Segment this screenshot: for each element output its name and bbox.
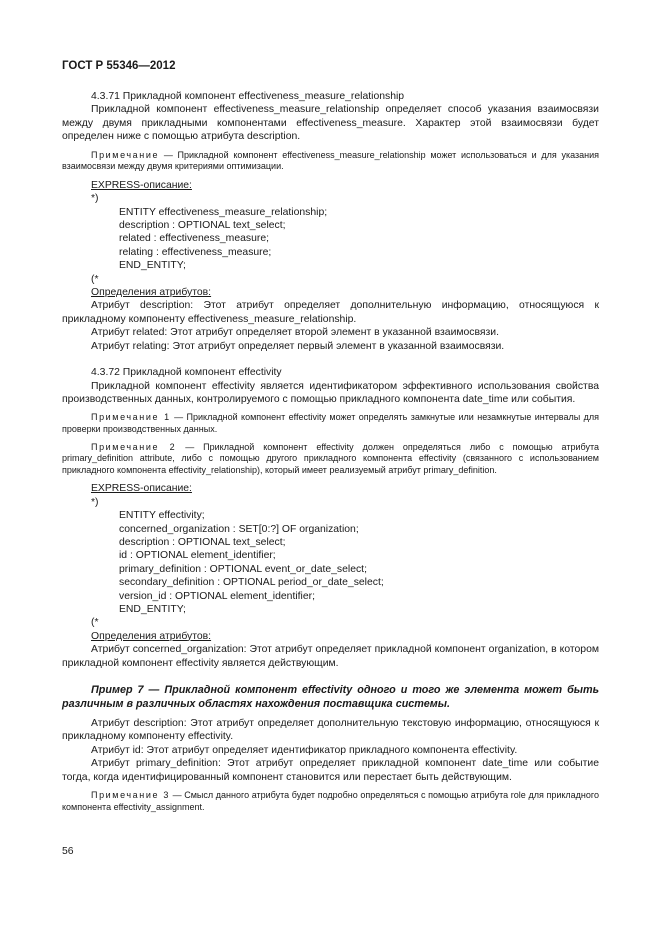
attributes-label: Определения атрибутов: <box>91 630 212 642</box>
attribute-definition: Атрибут primary_definition: Этот атрибут определяет прикладной компонент date_time или событие тогда, когда идентифицированный компонент становится или перестает быть действующим. <box>62 758 599 783</box>
attribute-definition: Атрибут description: Этот атрибут определяет дополнительную информацию, относящуюся к прикладному компоненту effectiveness_measure_relationship. <box>62 300 599 325</box>
example-7: Пример 7 — Прикладной компонент effectivity одного и того же элемента может быть различным в различных областях нахождения поставщика системы. <box>62 683 599 710</box>
code-line: description : OPTIONAL text_select; <box>119 220 286 232</box>
attribute-definition: Атрибут related: Этот атрибут определяет второй элемент в указанной взаимосвязи. <box>91 327 499 339</box>
express-open: *) <box>91 496 99 508</box>
code-line: version_id : OPTIONAL element_identifier; <box>119 590 315 602</box>
section-body-4-3-72: Прикладной компонент effectivity является идентификатором эффективного использования свойства производственных данных, контролируемого с помощью прикладного компонента date_time или события. <box>62 380 599 405</box>
section-heading-4-3-71: 4.3.71 Прикладной компонент effectiveness_measure_relationship <box>91 91 405 102</box>
code-line: ENTITY effectivity; <box>119 510 205 522</box>
section-heading-4-3-72: 4.3.72 Прикладной компонент effectivity <box>91 367 282 379</box>
code-line: description : OPTIONAL text_select; <box>119 536 286 548</box>
note-2 <box>62 442 599 477</box>
code-line: END_ENTITY; <box>119 603 186 615</box>
express-close: (* <box>91 273 99 285</box>
note-text: — Смысл данного атрибута будет подробно определяться с помощью атрибута role для прикладного компонента effectivity_assignment. <box>62 790 599 812</box>
attribute-definition: Атрибут concerned_organization: Этот атрибут определяет прикладной компонент organization, в котором прикладной компонент effectivity является действующим. <box>62 644 599 669</box>
note-text: — Прикладной компонент effectiveness_measure_relationship может использоваться и для указания взаимосвязи между двумя критериями оптимизации. <box>62 149 599 172</box>
code-line: related : effectiveness_measure; <box>119 233 269 245</box>
note-3 <box>62 790 599 813</box>
note-text: — Прикладной компонент effectivity может определять замкнутые или незамкнутые интервалы для проверки производственных данных. <box>62 412 599 434</box>
express-open: *) <box>91 193 99 205</box>
code-line: id : OPTIONAL element_identifier; <box>119 550 276 562</box>
note-label: Примечание 2 <box>91 441 177 452</box>
code-line: primary_definition : OPTIONAL event_or_date_select; <box>119 563 367 575</box>
express-label: EXPRESS-описание: <box>91 483 192 495</box>
note-4-3-71 <box>62 150 599 173</box>
code-line: relating : effectiveness_measure; <box>119 246 272 258</box>
express-close: (* <box>91 617 99 629</box>
attribute-definition: Атрибут id: Этот атрибут определяет идентификатор прикладного компонента effectivity. <box>91 744 518 756</box>
page-body <box>62 90 599 813</box>
note-text: — Прикладной компонент effectivity должен определяться либо с помощью атрибута primary_definition attribute, либо с помощью другого прикладного компонента effectivity (связанного с использованием прикладного компонента effectivity_relationship), который имеет реализуемый атрибут primary_definition. <box>62 441 599 475</box>
express-label: EXPRESS-описание: <box>91 179 192 191</box>
attribute-definition: Атрибут description: Этот атрибут определяет дополнительную текстовую информацию, относящуюся к прикладному компоненту effectivity. <box>62 717 599 743</box>
note-label: Примечание <box>91 149 160 160</box>
note-label: Примечание 3 <box>91 790 170 800</box>
page-number: 56 <box>62 846 74 857</box>
code-line: concerned_organization : SET[0:?] OF organization; <box>119 523 359 535</box>
code-line: END_ENTITY; <box>119 260 186 272</box>
section-body-4-3-71: Прикладной компонент effectiveness_measure_relationship определяет способ указания взаимосвязи между двумя прикладными компонентами effectiveness_measure. Характер этой взаимосвязи будет определен ниже с помощью атрибута description. <box>62 104 599 143</box>
note-1 <box>62 412 599 435</box>
note-label: Примечание 1 <box>91 412 171 423</box>
standard-designation: ГОСТ Р 55346—2012 <box>62 60 176 72</box>
attributes-label: Определения атрибутов: <box>91 287 212 299</box>
code-line: ENTITY effectiveness_measure_relationship; <box>119 206 328 218</box>
code-line: secondary_definition : OPTIONAL period_or_date_select; <box>119 577 384 589</box>
attribute-definition: Атрибут relating: Этот атрибут определяет первый элемент в указанной взаимосвязи. <box>91 340 505 352</box>
